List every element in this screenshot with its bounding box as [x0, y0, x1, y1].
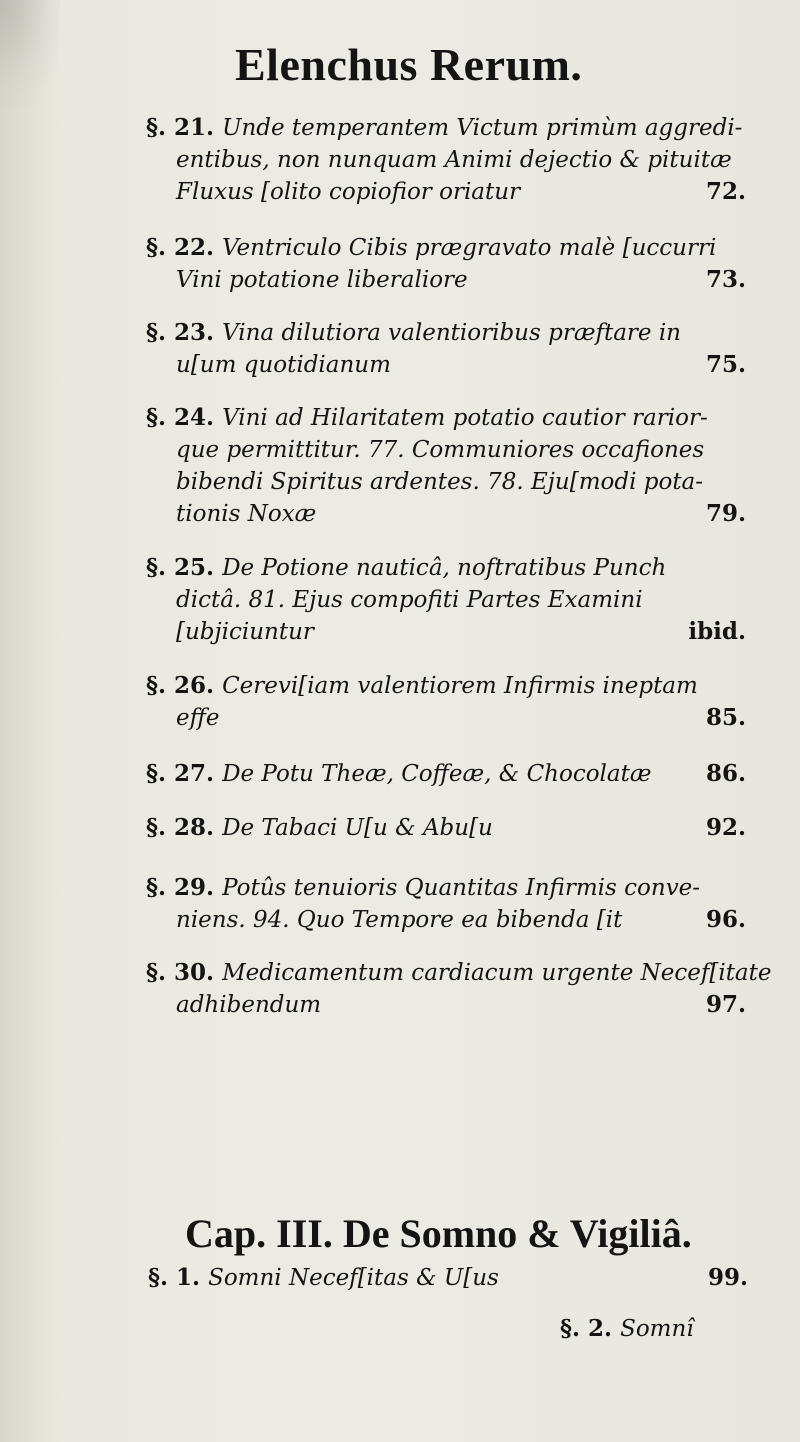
chapter-heading: Cap. III. De Somno & Vigiliâ. [185, 1211, 692, 1256]
entry-30: §. 30. Medicamentum cardiacum urgente Necef[itate adhibendum 97. [146, 957, 746, 1021]
entry-26: §. 26. Cerevi[iam valentiorem Infirmis ineptam effe 85. [146, 670, 746, 734]
page-reference: 75. [705, 351, 746, 378]
page-reference: 79. [705, 500, 746, 527]
entry-28: §. 28. De Tabaci U[u & Abu[u 92. [146, 812, 746, 844]
page-reference: 97. [705, 991, 746, 1018]
page-corner-shadow [0, 0, 60, 110]
page-reference: 73. [705, 266, 746, 293]
entry-23: §. 23. Vina dilutiora valentioribus præftare in u[um quotidianum 75. [146, 317, 746, 381]
page-reference: 96. [705, 906, 746, 933]
page-reference: ibid. [688, 618, 746, 645]
page-reference: 99. [707, 1264, 748, 1291]
entry-29: §. 29. Potûs tenuioris Quantitas Infirmis conve- niens. 94. Quo Tempore ea bibenda [it 96. [146, 872, 746, 936]
page-reference: 86. [705, 760, 746, 787]
entry-chapter-2-start: §. 2. Somnî [560, 1315, 694, 1342]
entry-24: §. 24. Vini ad Hilaritatem potatio cautior rarior- que permittitur. 77. Communiores occafiones bibendi Spiritus ardentes. 78. Eju[modi pota- tionis Noxæ 79. [146, 402, 746, 530]
entry-21: §. 21. Unde temperantem Victum primùm aggredi- entibus, non nunquam Animi dejectio & pituitæ Fluxus [olito copiofior oriatur 72. [146, 112, 746, 208]
page-reference: 72. [705, 178, 746, 205]
entry-22: §. 22. Ventriculo Cibis prægravato malè [uccurri Vini potatione liberaliore 73. [146, 232, 746, 296]
entry-27: §. 27. De Potu Theæ, Coffeæ, & Chocolatæ 86. [146, 758, 746, 790]
entry-chapter-1: §. 1. Somni Necef[itas & U[us 99. [148, 1262, 748, 1294]
page-title: Elenchus Rerum. [235, 39, 583, 90]
entry-25: §. 25. De Potione nauticâ, noftratibus Punch dictâ. 81. Ejus compofiti Partes Examini [ubjiciuntur ibid. [146, 552, 746, 648]
page-reference: 92. [705, 814, 746, 841]
page-reference: 85. [705, 704, 746, 731]
